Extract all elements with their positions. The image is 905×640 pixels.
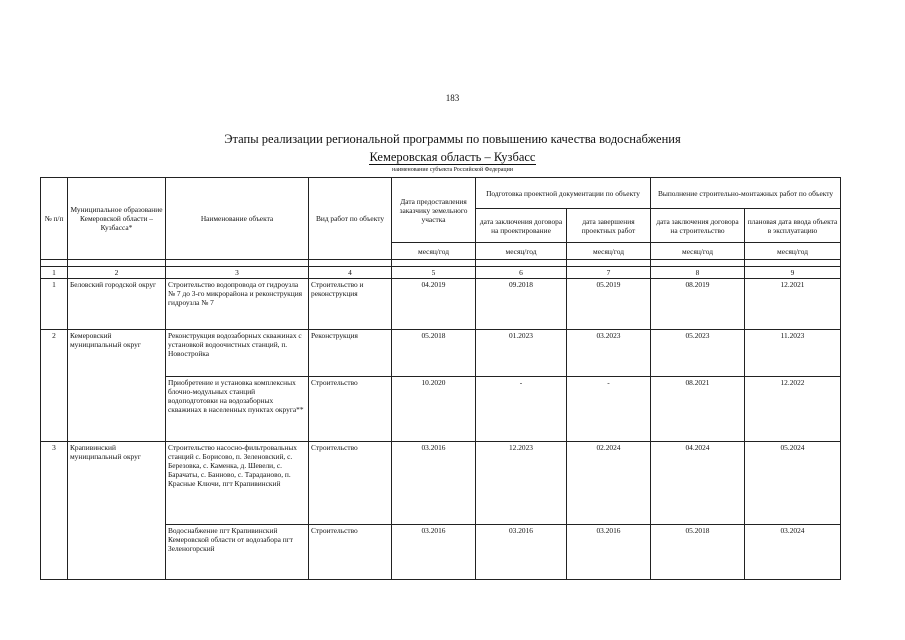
row-land-date: 10.2020	[392, 377, 476, 442]
row-land-date: 03.2016	[392, 442, 476, 525]
row-work-type: Строительство	[309, 377, 392, 442]
row-design-complete: 03.2016	[567, 525, 651, 580]
row-commissioning: 03.2024	[745, 525, 841, 580]
region-name-text: Кемеровская область – Кузбасс	[369, 150, 536, 164]
row-land-date: 05.2018	[392, 330, 476, 377]
table-row	[41, 330, 841, 377]
row-work-type: Строительство и реконструкция	[309, 279, 392, 330]
row-land-date: 04.2019	[392, 279, 476, 330]
header-municipality: Муниципальное образование Кемеровской области – Кузбасса*	[68, 178, 166, 260]
column-number: 3	[166, 267, 309, 279]
column-number: 4	[309, 267, 392, 279]
document-title: Этапы реализации региональной программы по повышению качества водоснабжения	[224, 132, 681, 146]
row-design-complete: 03.2023	[567, 330, 651, 377]
row-design-complete: -	[567, 377, 651, 442]
row-design-contract: 12.2023	[476, 442, 567, 525]
column-number: 5	[392, 267, 476, 279]
unit-label: месяц/год	[476, 243, 567, 260]
page-number: 183	[445, 93, 460, 103]
row-land-date: 03.2016	[392, 525, 476, 580]
header-work-type: Вид работ по объекту	[309, 178, 392, 260]
row-num: 1	[41, 279, 68, 330]
column-number: 9	[745, 267, 841, 279]
header-row-1	[41, 178, 841, 209]
stages-table	[40, 177, 841, 580]
row-commissioning: 05.2024	[745, 442, 841, 525]
row-commissioning: 12.2022	[745, 377, 841, 442]
row-municipality: Беловский городской округ	[68, 279, 166, 330]
header-design-contract: дата заключения договора на проектирование	[476, 209, 567, 243]
header-object: Наименование объекта	[166, 178, 309, 260]
column-number: 8	[651, 267, 745, 279]
table-row	[41, 279, 841, 330]
header-commissioning: плановая дата ввода объекта в эксплуатацию	[745, 209, 841, 243]
row-construction-contract: 05.2023	[651, 330, 745, 377]
region-name	[0, 150, 905, 165]
column-number: 1	[41, 267, 68, 279]
row-construction-contract: 08.2019	[651, 279, 745, 330]
header-num: № п/п	[41, 178, 68, 260]
row-work-type: Строительство	[309, 442, 392, 525]
row-construction-contract: 08.2021	[651, 377, 745, 442]
row-municipality: Крапивинский муниципальный округ	[68, 442, 166, 580]
header-design-group: Подготовка проектной документации по объекту	[476, 178, 651, 209]
header-construction-contract: дата заключения договора на строительство	[651, 209, 745, 243]
row-work-type: Строительство	[309, 525, 392, 580]
row-num: 3	[41, 442, 68, 580]
column-number: 7	[567, 267, 651, 279]
row-design-contract: 03.2016	[476, 525, 567, 580]
header-design-complete: дата завершения проектных работ	[567, 209, 651, 243]
region-caption: наименование субъекта Российской Федерации	[391, 167, 514, 173]
row-object: Строительство насосно-фильтровальных станций с. Борисово, п. Зеленовский, с. Березовка, с. Каменка, д. Шевели, с. Барачаты, с. Банново, с. Тараданово, п. Красные Ключи, пгт Крапивинский	[166, 442, 309, 525]
row-construction-contract: 04.2024	[651, 442, 745, 525]
row-object: Реконструкция водозаборных скважинах с установкой водоочистных станций, п. Новостройка	[166, 330, 309, 377]
header-gap-row	[41, 260, 841, 267]
table-row	[41, 442, 841, 525]
row-work-type: Реконструкция	[309, 330, 392, 377]
column-number: 6	[476, 267, 567, 279]
row-design-complete: 05.2019	[567, 279, 651, 330]
unit-label: месяц/год	[651, 243, 745, 260]
row-object: Приобретение и установка комплексных блочно-модульных станций водоподготовки на водозаборных скважинах в населенных пунктах округа**	[166, 377, 309, 442]
row-design-contract: 09.2018	[476, 279, 567, 330]
header-land-date: Дата предоставления заказчику земельного участка	[392, 178, 476, 243]
row-design-contract: 01.2023	[476, 330, 567, 377]
row-design-complete: 02.2024	[567, 442, 651, 525]
column-number-row	[41, 267, 841, 279]
unit-label: месяц/год	[392, 243, 476, 260]
column-number: 2	[68, 267, 166, 279]
unit-label: месяц/год	[745, 243, 841, 260]
row-object: Водоснабжение пгт Крапивинский Кемеровской области от водозабора пгт Зеленогорский	[166, 525, 309, 580]
header-construction-group: Выполнение строительно-монтажных работ по объекту	[651, 178, 841, 209]
row-commissioning: 12.2021	[745, 279, 841, 330]
row-commissioning: 11.2023	[745, 330, 841, 377]
row-construction-contract: 05.2018	[651, 525, 745, 580]
unit-label: месяц/год	[567, 243, 651, 260]
row-municipality: Кемеровский муниципальный округ	[68, 330, 166, 442]
row-object: Строительство водопровода от гидроузла № 7 до 3-го микрорайона и реконструкция гидроузла № 7	[166, 279, 309, 330]
row-num: 2	[41, 330, 68, 442]
row-design-contract: -	[476, 377, 567, 442]
